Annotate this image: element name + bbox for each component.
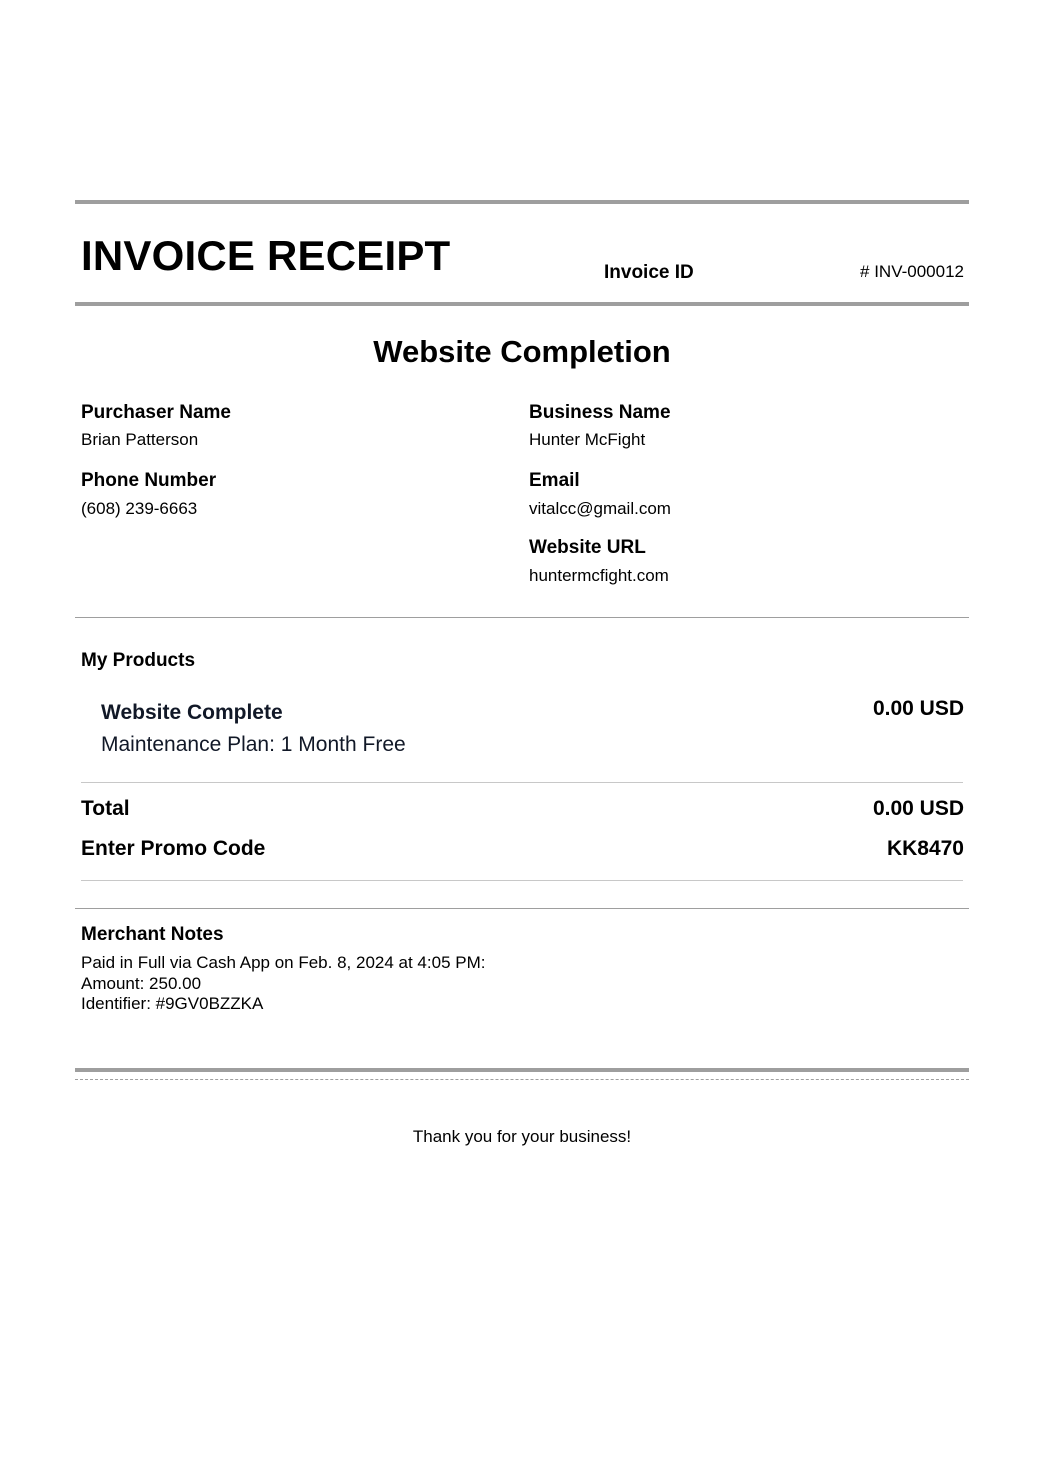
project-title: Website Completion xyxy=(373,334,671,369)
promo-code-label: Enter Promo Code xyxy=(81,837,266,860)
website-url-label: Website URL xyxy=(529,537,646,558)
merchant-notes-line: Identifier: #9GV0BZZKA xyxy=(81,994,264,1013)
invoice-id-value: # INV-000012 xyxy=(860,262,964,281)
website-url-value: huntermcfight.com xyxy=(529,566,669,585)
email-value: vitalcc@gmail.com xyxy=(529,499,671,518)
promo-code-value: KK8470 xyxy=(886,837,964,860)
products-divider xyxy=(81,782,963,783)
merchant-notes-body xyxy=(81,953,485,1015)
notes-top-divider xyxy=(75,908,969,909)
business-name-label: Business Name xyxy=(529,402,671,423)
total-value: 0.00 USD xyxy=(872,797,964,820)
product-name: Website Complete xyxy=(101,701,283,724)
business-name-value: Hunter McFight xyxy=(529,430,646,449)
details-divider xyxy=(75,617,969,618)
summary-divider xyxy=(81,880,963,881)
product-price: 0.00 USD xyxy=(872,697,964,720)
header-bottom-rule xyxy=(75,302,969,306)
product-description: Maintenance Plan: 1 Month Free xyxy=(101,733,406,756)
purchaser-name-value: Brian Patterson xyxy=(81,430,199,449)
merchant-notes-line: Amount: 250.00 xyxy=(81,973,202,993)
footer-dashed-rule xyxy=(75,1079,969,1080)
email-label: Email xyxy=(529,470,580,491)
page-title: INVOICE RECEIPT xyxy=(81,232,451,279)
phone-number-value: (608) 239-6663 xyxy=(81,499,198,518)
merchant-notes-label: Merchant Notes xyxy=(81,924,224,945)
merchant-notes-line: Paid in Full via Cash App on Feb. 8, 2024 at 4:05 PM: xyxy=(81,953,486,972)
invoice-id-label: Invoice ID xyxy=(604,262,694,283)
phone-number-label: Phone Number xyxy=(81,470,217,491)
header-top-rule xyxy=(75,200,969,204)
purchaser-name-label: Purchaser Name xyxy=(81,402,231,423)
footer-rule xyxy=(75,1068,969,1072)
thank-you-message: Thank you for your business! xyxy=(412,1127,632,1146)
products-section-label: My Products xyxy=(81,650,196,671)
total-label: Total xyxy=(81,797,130,820)
